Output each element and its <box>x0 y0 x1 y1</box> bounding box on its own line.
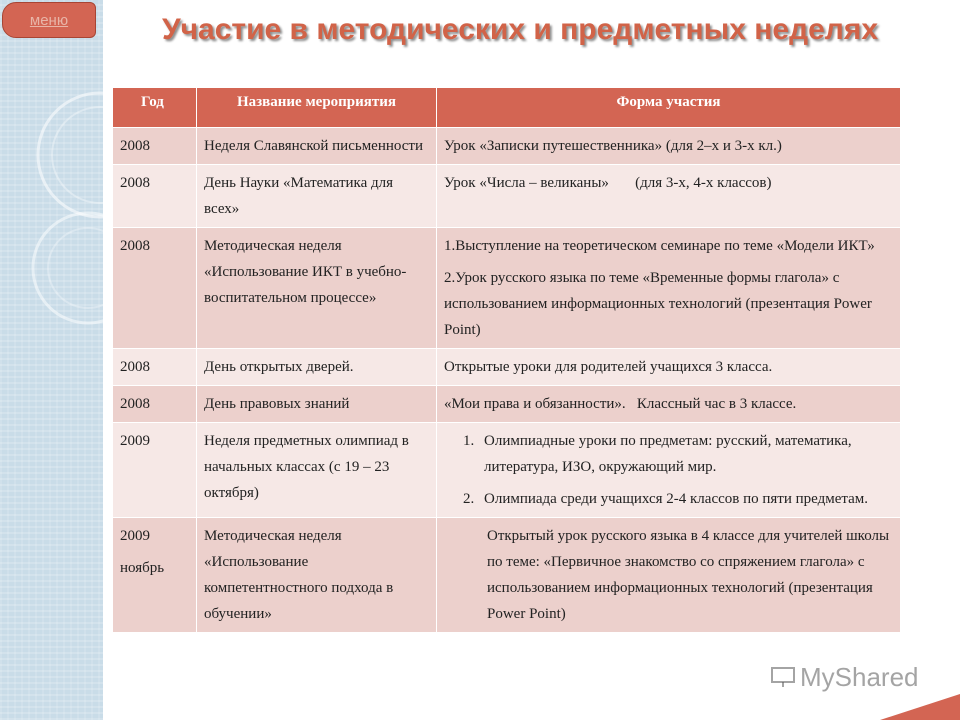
form-list-item: 2. Олимпиада среди учащихся 2-4 классов по пяти предметам. <box>478 486 893 512</box>
form-item: 1.Выступление на теоретическом семинаре по теме «Модели ИКТ» <box>444 238 875 254</box>
year-note: ноябрь <box>120 560 165 576</box>
table-row <box>113 386 901 423</box>
event-cell: День открытых дверей. <box>197 349 437 386</box>
form-cell: Открытый урок русского языка в 4 классе для учителей школы по теме: «Первичное знакомство со спряжением глагола» с использованием информационных технологий (презентация Power Point) <box>437 518 901 633</box>
year-cell: 2008 <box>113 228 197 349</box>
form-list <box>444 428 893 512</box>
event-cell: Методическая неделя «Использование ИКТ в учебно-воспитательном процессе» <box>197 228 437 349</box>
year-cell: 2008 <box>113 386 197 423</box>
header-event: Название мероприятия <box>197 88 437 128</box>
header-year: Год <box>113 88 197 128</box>
events-table <box>112 87 901 633</box>
year-cell: 2009 <box>113 423 197 518</box>
form-list-item: 1. Олимпиадные уроки по предметам: русский, математика, литература, ИЗО, окружающий мир. <box>478 428 893 480</box>
menu-button[interactable]: меню <box>2 2 96 38</box>
form-cell: Открытые уроки для родителей учащихся 3 класса. <box>437 349 901 386</box>
event-cell: Неделя Славянской письменности <box>197 128 437 165</box>
decorative-circles <box>0 0 103 720</box>
year-cell <box>113 518 197 633</box>
presentation-icon <box>770 664 798 688</box>
event-cell: Методическая неделя «Использование компетентностного подхода в обучении» <box>197 518 437 633</box>
form-cell: Урок «Числа – великаны» (для 3-х, 4-х классов) <box>437 165 901 228</box>
table-row <box>113 349 901 386</box>
event-cell: Неделя предметных олимпиад в начальных классах (с 19 – 23 октября) <box>197 423 437 518</box>
form-cell: «Мои права и обязанности». Классный час в 3 классе. <box>437 386 901 423</box>
table-row <box>113 228 901 349</box>
year-cell: 2008 <box>113 128 197 165</box>
table-row <box>113 518 901 633</box>
form-cell: Урок «Записки путешественника» (для 2–х и 3-х кл.) <box>437 128 901 165</box>
header-form: Форма участия <box>437 88 901 128</box>
event-cell: День правовых знаний <box>197 386 437 423</box>
year-value: 2009 <box>120 528 150 544</box>
year-cell: 2008 <box>113 349 197 386</box>
table-row <box>113 128 901 165</box>
decorative-side-panel <box>0 0 103 720</box>
page-title: Участие в методических и предметных неделях <box>161 13 879 46</box>
year-cell: 2008 <box>113 165 197 228</box>
watermark: MyShared <box>800 662 919 692</box>
form-cell <box>437 228 901 349</box>
corner-decoration <box>880 694 960 720</box>
table-header-row <box>113 88 901 128</box>
table-row <box>113 423 901 518</box>
event-cell: День Науки «Математика для всех» <box>197 165 437 228</box>
form-cell <box>437 423 901 518</box>
table-row <box>113 165 901 228</box>
form-item: 2.Урок русского языка по теме «Временные формы глагола» с использованием информационных технологий (презентация Power Point) <box>444 270 872 338</box>
